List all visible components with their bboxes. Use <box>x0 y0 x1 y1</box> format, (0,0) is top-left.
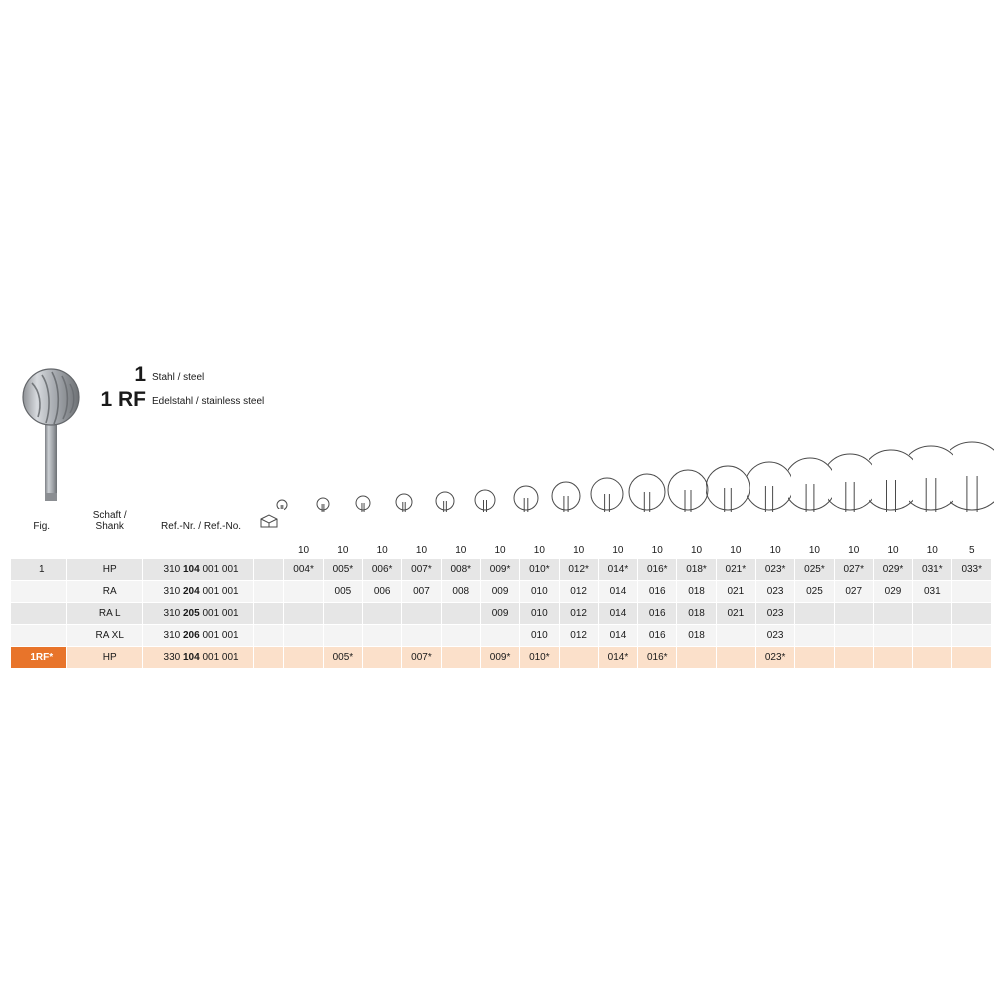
size-cell: 012* <box>559 559 598 581</box>
size-cell <box>952 647 992 669</box>
size-cell: 016* <box>638 647 677 669</box>
size-cell <box>795 625 834 647</box>
size-cell: 016 <box>638 603 677 625</box>
bur-shape-5 <box>424 420 465 512</box>
figure-number-rf: 1 RF <box>100 388 146 411</box>
size-cell: 007* <box>402 559 441 581</box>
size-cell: 033* <box>952 559 992 581</box>
size-cell: 012 <box>559 581 598 603</box>
pack-row-spacer-shank <box>67 535 143 559</box>
table-row <box>11 625 992 647</box>
row-shank-2: RA <box>67 581 143 603</box>
size-cell: 006* <box>363 559 402 581</box>
pack-quantity-9: 10 <box>598 535 637 559</box>
size-cell <box>284 625 323 647</box>
size-cell: 023* <box>755 647 794 669</box>
pack-quantity-6: 10 <box>480 535 519 559</box>
size-cell: 008 <box>441 581 480 603</box>
bur-shape-13 <box>749 420 790 512</box>
material-steel: Stahl / steel <box>152 372 205 383</box>
size-cell: 016 <box>638 581 677 603</box>
size-cell <box>677 647 716 669</box>
pack-quantity-16: 10 <box>873 535 912 559</box>
size-cell: 010* <box>520 559 559 581</box>
size-cell: 007* <box>402 647 441 669</box>
table-header-row <box>11 510 992 535</box>
size-cell <box>363 625 402 647</box>
size-cell <box>913 647 952 669</box>
size-cell: 005* <box>323 647 362 669</box>
size-cell <box>834 647 873 669</box>
package-box-icon <box>254 510 284 535</box>
size-cell: 014 <box>598 581 637 603</box>
size-cell: 021 <box>716 581 755 603</box>
pack-quantity-row <box>11 535 992 559</box>
size-cell <box>913 603 952 625</box>
bur-shape-3 <box>343 420 384 512</box>
bur-shape-15 <box>830 420 871 512</box>
size-cell: 027* <box>834 559 873 581</box>
table-row <box>11 603 992 625</box>
row-ref-1: 310 104 001 001 <box>143 559 254 581</box>
size-cell: 014 <box>598 625 637 647</box>
size-cell <box>873 603 912 625</box>
size-cell: 006 <box>363 581 402 603</box>
size-cell <box>284 603 323 625</box>
bur-shape-18 <box>952 420 993 512</box>
bur-shape-2 <box>303 420 344 512</box>
row-box-2 <box>254 581 284 603</box>
size-cell <box>716 647 755 669</box>
pack-quantity-11: 10 <box>677 535 716 559</box>
size-cell: 009 <box>480 581 519 603</box>
pack-row-spacer-box <box>254 535 284 559</box>
row-shank-4: RA XL <box>67 625 143 647</box>
pack-quantity-7: 10 <box>520 535 559 559</box>
header-shank: Schaft / Shank <box>67 510 143 535</box>
pack-row-spacer-ref <box>143 535 254 559</box>
size-cell <box>873 647 912 669</box>
size-cell: 027 <box>834 581 873 603</box>
figure-number-group <box>86 363 146 413</box>
size-cell: 007 <box>402 581 441 603</box>
size-cell <box>284 647 323 669</box>
size-cell <box>716 625 755 647</box>
row-ref-2: 310 204 001 001 <box>143 581 254 603</box>
size-cell: 023 <box>755 581 794 603</box>
row-fig-2 <box>11 581 67 603</box>
table-row <box>11 559 992 581</box>
size-cell: 018 <box>677 625 716 647</box>
size-cell <box>559 647 598 669</box>
size-cell <box>480 625 519 647</box>
size-cell <box>441 647 480 669</box>
size-cell: 018 <box>677 603 716 625</box>
size-cell: 029 <box>873 581 912 603</box>
size-cell: 021 <box>716 603 755 625</box>
material-labels <box>152 367 264 415</box>
size-cell: 010 <box>520 603 559 625</box>
size-cell: 009* <box>480 559 519 581</box>
bur-shape-7 <box>505 420 546 512</box>
size-cell: 021* <box>716 559 755 581</box>
size-cell <box>795 647 834 669</box>
size-reference-table <box>10 509 992 669</box>
round-bur-illustration-icon <box>18 365 84 505</box>
bur-shape-9 <box>587 420 628 512</box>
figure-number: 1 <box>134 363 146 386</box>
bur-shape-16 <box>870 420 911 512</box>
bur-shape-1 <box>262 420 303 512</box>
pack-quantity-14: 10 <box>795 535 834 559</box>
row-box-5 <box>254 647 284 669</box>
size-cell: 031 <box>913 581 952 603</box>
size-cell <box>363 647 402 669</box>
size-cell: 008* <box>441 559 480 581</box>
pack-quantity-3: 10 <box>363 535 402 559</box>
size-cell: 029* <box>873 559 912 581</box>
row-box-3 <box>254 603 284 625</box>
size-cell: 018 <box>677 581 716 603</box>
size-cell: 023 <box>755 625 794 647</box>
size-cell: 010 <box>520 581 559 603</box>
row-ref-3: 310 205 001 001 <box>143 603 254 625</box>
size-cell: 023* <box>755 559 794 581</box>
size-cell: 016* <box>638 559 677 581</box>
size-cell: 025* <box>795 559 834 581</box>
size-cell: 023 <box>755 603 794 625</box>
size-cell <box>402 603 441 625</box>
row-box-4 <box>254 625 284 647</box>
bur-shape-12 <box>708 420 749 512</box>
row-fig-1: 1 <box>11 559 67 581</box>
size-cell: 012 <box>559 603 598 625</box>
size-cell: 004* <box>284 559 323 581</box>
table-row <box>11 647 992 669</box>
size-cell: 018* <box>677 559 716 581</box>
size-cell <box>952 625 992 647</box>
pack-quantity-15: 10 <box>834 535 873 559</box>
header-fig: Fig. <box>11 510 67 535</box>
bur-shape-17 <box>911 420 952 512</box>
row-ref-4: 310 206 001 001 <box>143 625 254 647</box>
size-cell <box>363 603 402 625</box>
pack-quantity-2: 10 <box>323 535 362 559</box>
size-cell: 031* <box>913 559 952 581</box>
size-cell: 016 <box>638 625 677 647</box>
row-fig-4 <box>11 625 67 647</box>
bur-shape-14 <box>789 420 830 512</box>
size-cell <box>834 603 873 625</box>
pack-quantity-12: 10 <box>716 535 755 559</box>
pack-row-spacer-fig <box>11 535 67 559</box>
row-box-1 <box>254 559 284 581</box>
table-row <box>11 581 992 603</box>
pack-quantity-17: 10 <box>913 535 952 559</box>
row-shank-5: HP <box>67 647 143 669</box>
size-cell <box>441 603 480 625</box>
size-cell <box>323 603 362 625</box>
size-cell: 005 <box>323 581 362 603</box>
size-cell <box>952 603 992 625</box>
row-ref-5: 330 104 001 001 <box>143 647 254 669</box>
pack-quantity-18: 5 <box>952 535 992 559</box>
size-cell <box>284 581 323 603</box>
bur-shape-row <box>262 420 992 512</box>
size-cell <box>834 625 873 647</box>
size-cell: 025 <box>795 581 834 603</box>
size-cell: 014* <box>598 647 637 669</box>
size-cell <box>323 625 362 647</box>
size-cell: 009* <box>480 647 519 669</box>
bur-shape-10 <box>627 420 668 512</box>
row-shank-1: HP <box>67 559 143 581</box>
size-cell: 009 <box>480 603 519 625</box>
size-cell <box>913 625 952 647</box>
pack-quantity-10: 10 <box>638 535 677 559</box>
pack-quantity-13: 10 <box>755 535 794 559</box>
pack-quantity-8: 10 <box>559 535 598 559</box>
size-cell <box>873 625 912 647</box>
size-cell: 005* <box>323 559 362 581</box>
bur-shape-6 <box>465 420 506 512</box>
size-cell: 012 <box>559 625 598 647</box>
pack-quantity-1: 10 <box>284 535 323 559</box>
material-stainless-steel: Edelstahl / stainless steel <box>152 396 265 407</box>
size-cell: 010 <box>520 625 559 647</box>
pack-quantity-5: 10 <box>441 535 480 559</box>
bur-shape-11 <box>668 420 709 512</box>
size-cell <box>795 603 834 625</box>
size-cell: 014* <box>598 559 637 581</box>
row-shank-3: RA L <box>67 603 143 625</box>
row-fig-5: 1RF* <box>11 647 67 669</box>
pack-quantity-4: 10 <box>402 535 441 559</box>
size-cell: 014 <box>598 603 637 625</box>
size-cell <box>441 625 480 647</box>
bur-shape-4 <box>384 420 425 512</box>
bur-shape-8 <box>546 420 587 512</box>
row-fig-3 <box>11 603 67 625</box>
size-cell <box>952 581 992 603</box>
header-ref: Ref.-Nr. / Ref.-No. <box>143 510 254 535</box>
size-cell: 010* <box>520 647 559 669</box>
size-cell <box>402 625 441 647</box>
